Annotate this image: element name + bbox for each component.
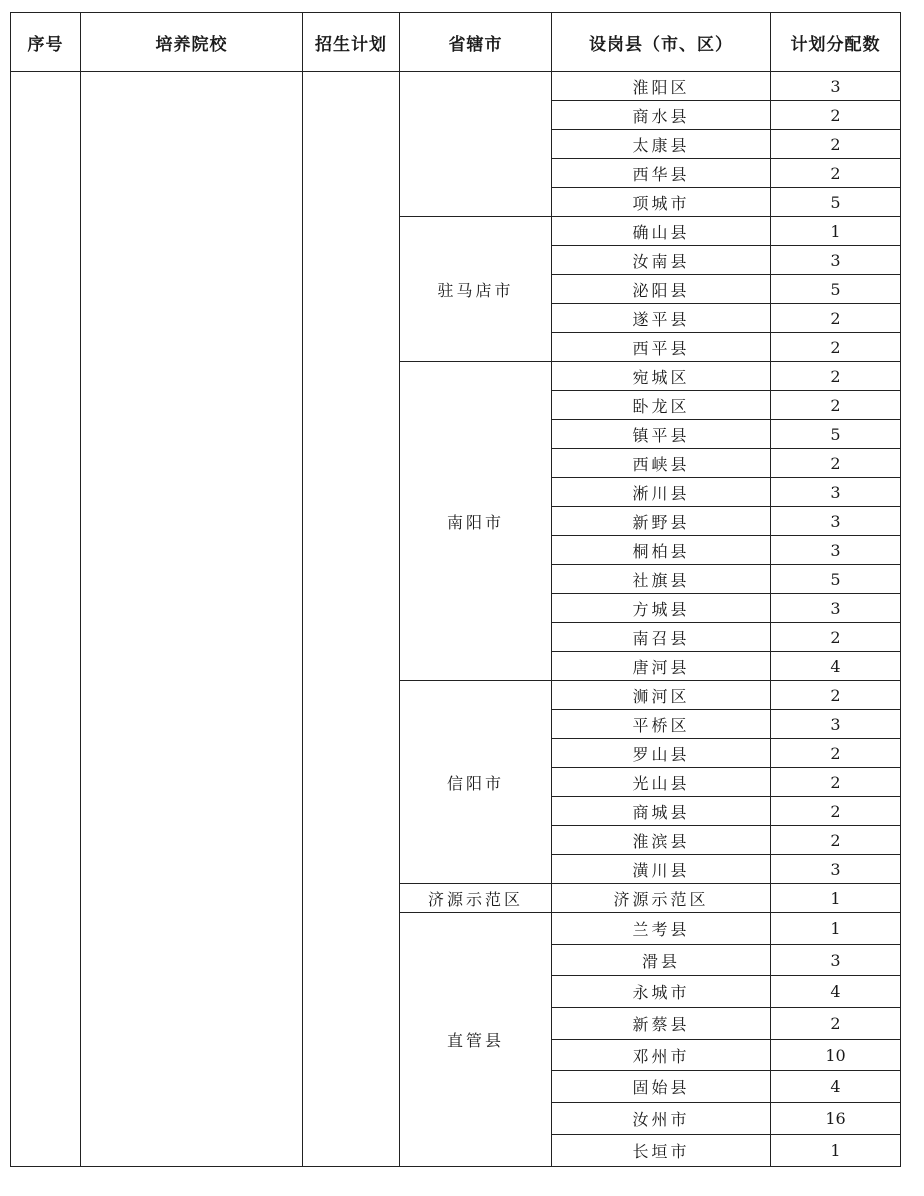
table-header (11, 13, 901, 72)
county-cell: 汝南县 (552, 246, 771, 275)
count-cell: 2 (771, 768, 901, 797)
count-cell: 2 (771, 1008, 901, 1040)
header-school: 培养院校 (81, 13, 303, 72)
county-cell: 浉河区 (552, 681, 771, 710)
county-cell: 确山县 (552, 217, 771, 246)
county-cell: 新野县 (552, 507, 771, 536)
count-cell: 4 (771, 976, 901, 1008)
count-cell: 2 (771, 739, 901, 768)
table-body (11, 72, 901, 1167)
city-cell: 济源示范区 (400, 884, 552, 913)
county-cell: 光山县 (552, 768, 771, 797)
plan-cell (303, 72, 400, 1167)
header-city: 省辖市 (400, 13, 552, 72)
count-cell: 2 (771, 101, 901, 130)
county-cell: 固始县 (552, 1071, 771, 1103)
county-cell: 西平县 (552, 333, 771, 362)
count-cell: 2 (771, 130, 901, 159)
count-cell: 2 (771, 826, 901, 855)
count-cell: 3 (771, 72, 901, 101)
count-cell: 5 (771, 565, 901, 594)
count-cell: 1 (771, 913, 901, 945)
header-county: 设岗县（市、区） (552, 13, 771, 72)
county-cell: 淮阳区 (552, 72, 771, 101)
city-cell: 驻马店市 (400, 217, 552, 362)
county-cell: 淅川县 (552, 478, 771, 507)
count-cell: 3 (771, 246, 901, 275)
county-cell: 永城市 (552, 976, 771, 1008)
count-cell: 2 (771, 681, 901, 710)
count-cell: 2 (771, 797, 901, 826)
count-cell: 1 (771, 1134, 901, 1166)
county-cell: 商城县 (552, 797, 771, 826)
county-cell: 太康县 (552, 130, 771, 159)
county-cell: 镇平县 (552, 420, 771, 449)
county-cell: 潢川县 (552, 855, 771, 884)
county-cell: 方城县 (552, 594, 771, 623)
count-cell: 2 (771, 391, 901, 420)
count-cell: 5 (771, 275, 901, 304)
county-cell: 项城市 (552, 188, 771, 217)
count-cell: 4 (771, 1071, 901, 1103)
count-cell: 16 (771, 1103, 901, 1135)
count-cell: 10 (771, 1039, 901, 1071)
county-cell: 商水县 (552, 101, 771, 130)
count-cell: 1 (771, 217, 901, 246)
count-cell: 1 (771, 884, 901, 913)
count-cell: 5 (771, 420, 901, 449)
count-cell: 2 (771, 304, 901, 333)
county-cell: 西华县 (552, 159, 771, 188)
county-cell: 汝州市 (552, 1103, 771, 1135)
count-cell: 2 (771, 333, 901, 362)
count-cell: 3 (771, 507, 901, 536)
count-cell: 3 (771, 536, 901, 565)
count-cell: 2 (771, 623, 901, 652)
header-seq: 序号 (11, 13, 81, 72)
county-cell: 南召县 (552, 623, 771, 652)
county-cell: 西峡县 (552, 449, 771, 478)
county-cell: 桐柏县 (552, 536, 771, 565)
county-cell: 泌阳县 (552, 275, 771, 304)
school-cell (81, 72, 303, 1167)
county-cell: 淮滨县 (552, 826, 771, 855)
header-row (11, 13, 901, 72)
count-cell: 4 (771, 652, 901, 681)
county-cell: 卧龙区 (552, 391, 771, 420)
county-cell: 社旗县 (552, 565, 771, 594)
city-cell: 南阳市 (400, 362, 552, 681)
county-cell: 兰考县 (552, 913, 771, 945)
county-cell: 宛城区 (552, 362, 771, 391)
count-cell: 3 (771, 478, 901, 507)
allocation-table (10, 12, 901, 1167)
county-cell: 平桥区 (552, 710, 771, 739)
city-cell: 信阳市 (400, 681, 552, 884)
count-cell: 3 (771, 944, 901, 976)
count-cell: 2 (771, 362, 901, 391)
county-cell: 遂平县 (552, 304, 771, 333)
header-plan: 招生计划 (303, 13, 400, 72)
seq-cell (11, 72, 81, 1167)
table-row (11, 72, 901, 101)
county-cell: 新蔡县 (552, 1008, 771, 1040)
county-cell: 济源示范区 (552, 884, 771, 913)
city-cell (400, 72, 552, 217)
county-cell: 长垣市 (552, 1134, 771, 1166)
count-cell: 5 (771, 188, 901, 217)
county-cell: 唐河县 (552, 652, 771, 681)
count-cell: 3 (771, 855, 901, 884)
count-cell: 3 (771, 710, 901, 739)
count-cell: 2 (771, 159, 901, 188)
header-alloc: 计划分配数 (771, 13, 901, 72)
city-cell: 直管县 (400, 913, 552, 1167)
count-cell: 2 (771, 449, 901, 478)
county-cell: 邓州市 (552, 1039, 771, 1071)
count-cell: 3 (771, 594, 901, 623)
county-cell: 滑县 (552, 944, 771, 976)
county-cell: 罗山县 (552, 739, 771, 768)
